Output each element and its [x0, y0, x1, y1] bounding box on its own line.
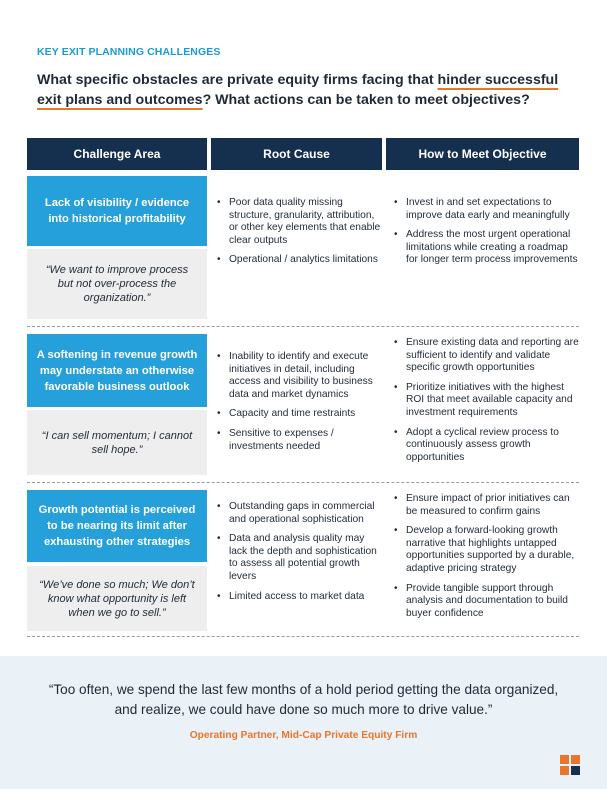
- root-cause-item: • Inability to identify and execute initiatives in detail, including access and visibility to business data and market dynamics: [215, 351, 381, 401]
- row-divider: [27, 636, 579, 637]
- column-header-challenge-area: Challenge Area: [27, 138, 207, 170]
- root-cause-item: • Capacity and time restraints: [215, 408, 381, 421]
- challenge-area-1: Lack of visibility / evidence into historical profitability: [27, 176, 207, 246]
- root-cause-item: • Outstanding gaps in commercial and operational sophistication: [215, 501, 381, 526]
- headline-part2: ? What actions can be taken to meet objectives?: [202, 92, 530, 108]
- footer-quote-panel: [0, 656, 607, 789]
- action-item: • Address the most urgent operational limitations while creating a roadmap for longer term process improvements: [392, 229, 582, 267]
- root-cause-item: • Data and analysis quality may lack the depth and sophistication to assess all potential growth levers: [215, 533, 381, 583]
- headline-highlight: hinder successful exit plans and outcomes: [37, 72, 559, 108]
- root-cause-item: • Operational / analytics limitations: [215, 254, 381, 267]
- action-item: • Ensure existing data and reporting are sufficient to identify and validate specific growth opportunities: [392, 337, 582, 375]
- challenge-quote-3: “We’ve done so much; We don’t know what opportunity is left when we go to sell.”: [27, 566, 207, 631]
- action-item: • Develop a forward-looking growth narrative that highlights untapped opportunities supported by a durable, adaptive pricing strategy: [392, 525, 582, 575]
- action-item: • Ensure impact of prior initiatives can be measured to confirm gains: [392, 493, 582, 518]
- challenge-quote-2: “I can sell momentum; I cannot sell hope.”: [27, 410, 207, 475]
- root-cause-item: • Sensitive to expenses / investments needed: [215, 428, 381, 453]
- action-item: • Prioritize initiatives with the highest ROI that meet available capacity and investment requirements: [392, 382, 582, 420]
- challenge-area-3: Growth potential is perceived to be nearing its limit after exhausting other strategies: [27, 490, 207, 562]
- footer-quote: “Too often, we spend the last few months of a hold period getting the data organized, and realize, we could have done so much more to drive value.”: [48, 682, 559, 717]
- column-header-root-cause: Root Cause: [211, 138, 382, 170]
- action-item: • Invest in and set expectations to improve data early and meaningfully: [392, 197, 582, 222]
- action-list-2: [392, 337, 582, 471]
- footer-attribution: Operating Partner, Mid-Cap Private Equity Firm: [189, 730, 418, 741]
- root-cause-item: • Poor data quality missing structure, granularity, attribution, or other key elements that enable clear outputs: [215, 197, 381, 247]
- brand-logo-icon: [560, 755, 580, 775]
- headline-part1: What specific obstacles are private equity firms facing that: [37, 72, 438, 88]
- column-header-how-to-meet-objective: How to Meet Objective: [386, 138, 579, 170]
- root-cause-list-1: [215, 197, 381, 274]
- challenge-quote-1: “We want to improve process but not over-process the organization.”: [27, 249, 207, 319]
- root-cause-list-3: [215, 501, 381, 610]
- section-eyebrow: KEY EXIT PLANNING CHALLENGES: [37, 46, 221, 58]
- action-item: • Adopt a cyclical review process to continuously assess growth opportunities: [392, 427, 582, 465]
- page-headline: [37, 70, 577, 110]
- action-list-1: [392, 197, 582, 274]
- challenge-area-2: A softening in revenue growth may understate an otherwise favorable business outlook: [27, 334, 207, 407]
- row-divider: [27, 482, 579, 483]
- root-cause-list-2: [215, 351, 381, 460]
- row-divider: [27, 326, 579, 327]
- action-item: • Provide tangible support through analysis and documentation to build buyer confidence: [392, 583, 582, 621]
- root-cause-item: • Limited access to market data: [215, 591, 381, 604]
- action-list-3: [392, 493, 582, 627]
